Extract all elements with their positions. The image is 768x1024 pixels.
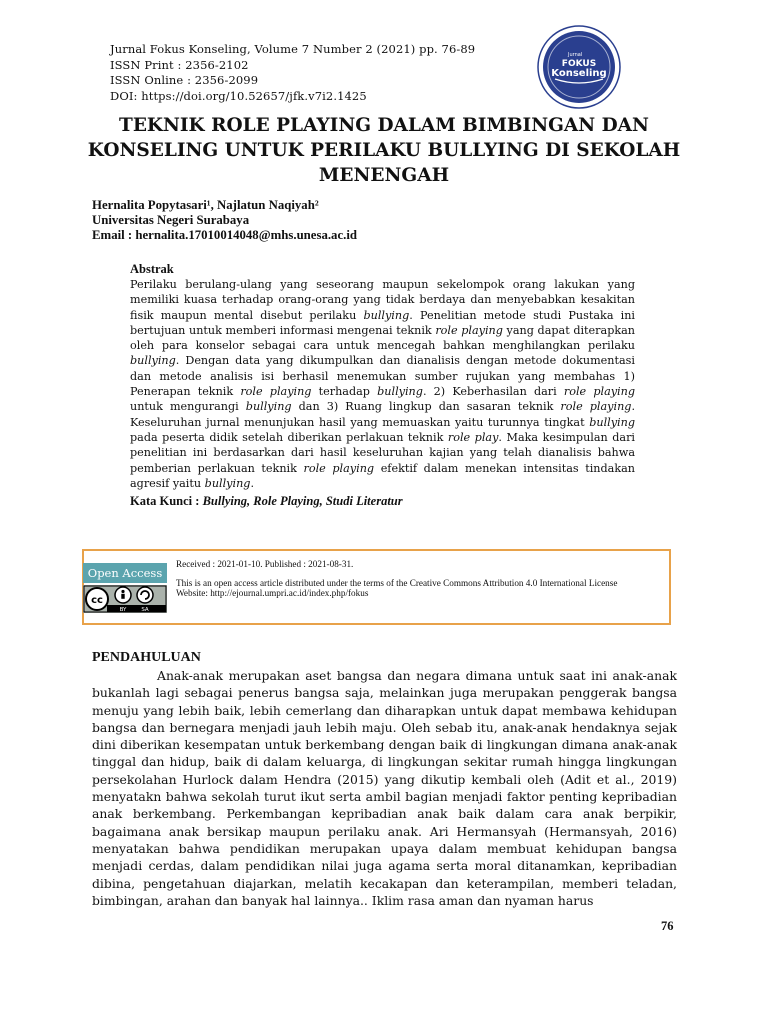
journal-website[interactable]: Website: http://ejournal.umpri.ac.id/index.php/fokus — [176, 588, 369, 599]
abstract-body: Perilaku berulang-ulang yang seseorang maupun sekelompok orang lakukan yang memiliki kuasa terhadap orang-orang yang tidak berdaya dan menyebabkan kesakitan fisik maupun mental disebut perilaku bullying. Penelitian metode studi Pustaka ini bertujuan untuk memberi informasi mengenai teknik role playing yang dapat diterapkan oleh para konselor sebagai cara untuk mencegah bahkan menghilangkan perilaku bullying. Dengan data yang dikumpulkan dan dianalisis dengan metode dokumentasi dan metode analisis isi berhasil menemukan sumber rujukan yang membahas 1) Penerapan teknik role playing terhadap bullying. 2) Keberhasilan dari role playing untuk mengurangi bullying dan 3) Ruang lingkup dan sasaran teknik role playing. Keseluruhan jurnal menunjukan hasil yang memuaskan yaitu turunnya tingkat bullying pada peserta didik setelah diberikan perlakuan teknik role play. Maka kesimpulan dari penelitian ini berdasarkan dari hasil keseluruhan kajian yang telah dianalisis bahwa pemberian perlakuan teknik role playing efektif dalam menekan intensitas tindakan agresif yaitu bullying. — [130, 278, 636, 490]
author-names: Hernalita Popytasari¹, Najlatun Naqiyah² — [92, 198, 319, 212]
body-paragraph: Anak-anak merupakan aset bangsa dan negara dimana untuk saat ini anak-anak bukanlah lagi sebagai penerus bangsa saja, melainkan juga merupakan penggerak bangsa menuju yang lebih baik, lebih cemerlang dan diharapkan untuk dapat membawa kehidupan bangsa dan bernegara menjadi jauh lebih maju. Oleh sebab itu, anak-anak hendaknya sejak dini diberikan kesempatan untuk berkembang dengan baik di lingkungan dimana anak-anak tinggal dan hidup, baik di dalam keluarga, di lingkungan sekitar rumah hingga lingkungan persekolahan Hurlock dalam Hendra (2015) yang dikutip kembali oleh (Adit et al., 2019) menyatakn bahwa sekolah turut ikut serta ambil bagian menjadi faktor penting kepribadian anak berkembang. Perkembangan kepribadian anak baik dalam cara anak berpikir, bagaimana anak bersikap maupun perilaku anak. Ari Hermansyah (Hermansyah, 2016) menyatakan bahwa pendidikan merupakan upaya dalam membuat kehidupan bangsa menjadi cerdas, dalam pendidikan nilai juga agama serta moral ditanamkan, kepribadian dibina, pengetahuan diajarkan, melatih kecakapan dan keterampilan, memberi teladan, bimbingan, arahan dan banyak hal lainnya.. Iklim rasa aman dan nyaman harus — [92, 668, 677, 908]
keywords-value: Bullying, Role Playing, Studi Literatur — [202, 494, 403, 508]
doi-link[interactable]: DOI: https://doi.org/10.52657/jfk.v7i2.1425 — [110, 88, 367, 103]
keywords — [130, 494, 403, 509]
svg-text:BY: BY — [119, 607, 127, 613]
svg-text:Konseling: Konseling — [551, 68, 607, 79]
page-number: 76 — [661, 919, 674, 933]
title-line: KONSELING UNTUK PERILAKU BULLYING DI SEKOLAH — [87, 140, 681, 161]
svg-text:Jurnal: Jurnal — [568, 52, 583, 58]
journal-metadata — [110, 42, 475, 104]
svg-text:cc: cc — [91, 595, 103, 606]
title-line: TEKNIK ROLE PLAYING DALAM BIMBINGAN DAN — [119, 115, 649, 136]
author-email[interactable]: Email : hernalita.17010014048@mhs.unesa.ac.id — [92, 228, 358, 242]
received-published-dates: Received : 2021-01-10. Published : 2021-08-31. — [176, 559, 354, 569]
license-statement: This is an open access article distributed under the terms of the Creative Commons Attribution 4.0 International License — [176, 577, 618, 588]
issn-online: ISSN Online : 2356-2099 — [110, 73, 259, 87]
author-affiliation: Universitas Negeri Surabaya — [92, 213, 250, 227]
paper-title — [80, 113, 688, 188]
open-access-text — [176, 559, 646, 599]
abstract-heading: Abstrak — [130, 262, 174, 276]
issn-print: ISSN Print : 2356-2102 — [110, 57, 249, 72]
section-heading: PENDAHULUAN — [92, 650, 201, 665]
title-line: MENENGAH — [318, 165, 450, 186]
svg-text:FOKUS: FOKUS — [561, 59, 597, 69]
open-access-badge: Open Access — [83, 563, 167, 583]
svg-text:SA: SA — [141, 607, 149, 613]
cc-license-icon[interactable] — [83, 585, 167, 613]
keywords-label: Kata Kunci : — [130, 494, 203, 508]
section-body — [92, 667, 677, 909]
author-block — [92, 198, 357, 243]
journal-logo — [537, 25, 621, 109]
journal-citation: Jurnal Fokus Konseling, Volume 7 Number 2 (2021) pp. 76-89 — [110, 42, 476, 56]
